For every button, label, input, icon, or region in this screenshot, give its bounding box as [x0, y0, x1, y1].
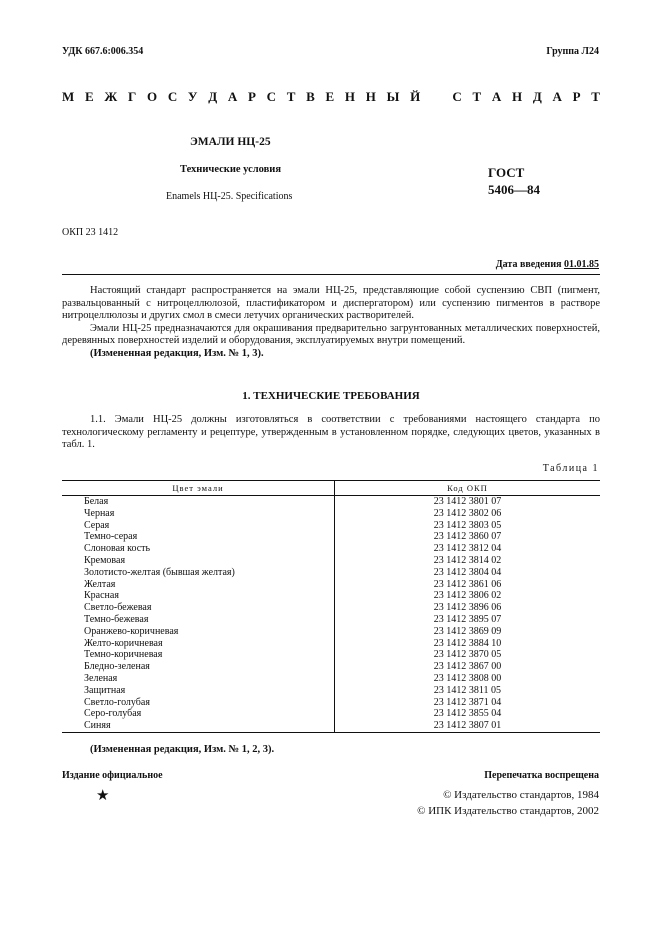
banner-letter: А	[552, 89, 562, 104]
table-row	[62, 673, 600, 685]
okp-code-cell: 23 1412 3808 00	[433, 672, 502, 684]
okp-code-cell: 23 1412 3802 06	[433, 507, 502, 519]
okp-code-cell: 23 1412 3896 06	[433, 602, 502, 614]
table-header-row	[62, 481, 600, 496]
section-text	[62, 414, 600, 452]
color-cell: Красная	[62, 590, 335, 602]
gost-block	[488, 164, 540, 198]
okp-code-cell: 23 1412 3806 02	[433, 590, 502, 602]
color-cell: Желто-коричневая	[62, 638, 335, 650]
reprint-prohibited: Перепечатка воспрещена	[484, 770, 599, 781]
table-row	[62, 626, 600, 638]
okp-code-cell: 23 1412 3803 05	[433, 519, 502, 531]
copyright-1984: © Издательство стандартов, 1984	[443, 789, 599, 801]
copyright-2002: © ИПК Издательство стандартов, 2002	[417, 805, 599, 817]
color-cell: Зеленая	[62, 673, 335, 685]
okp-code-cell: 23 1412 3812 04	[433, 543, 502, 555]
column-header-color: Цвет эмали	[62, 481, 335, 496]
star-icon: ★	[96, 788, 110, 804]
banner-letter: Р	[247, 89, 256, 104]
table-row	[62, 520, 600, 532]
color-cell: Темно-серая	[62, 531, 335, 543]
banner-letter: С	[452, 89, 462, 104]
table-row	[62, 638, 600, 650]
table-row	[62, 697, 600, 709]
okp-code-cell: 23 1412 3867 00	[433, 661, 502, 673]
table-row	[62, 685, 600, 697]
banner-letter: Ж	[104, 89, 118, 104]
table-row	[62, 508, 600, 520]
english-title: Enamels НЦ-25. Specifications	[166, 191, 293, 202]
color-cell: Бледно-зеленая	[62, 661, 335, 673]
table-row	[62, 720, 600, 732]
intro-paragraph-2: Эмали НЦ-25 предназначаются для окрашивания предварительно загрунтованных металлических поверхностей, деревянных поверхностей изделий и оборудования, эксплуатируемых внутри помещений.	[62, 322, 600, 347]
okp-code: ОКП 23 1412	[62, 227, 119, 238]
banner-letter: М	[62, 89, 75, 104]
color-cell: Слоновая кость	[62, 543, 335, 555]
table-row	[62, 543, 600, 555]
banner-letter: Н	[511, 89, 523, 104]
color-cell: Белая	[62, 496, 335, 508]
banner-letter: С	[266, 89, 277, 104]
intro-date-value: 01.01.85	[564, 259, 599, 270]
udk-code: УДК 667.6:006.354	[62, 46, 144, 57]
banner-letter: Н	[344, 89, 356, 104]
banner-letter: А	[491, 89, 502, 104]
official-edition: Издание официальное	[62, 770, 163, 781]
color-cell: Черная	[62, 508, 335, 520]
table-row	[62, 555, 600, 567]
clause-1-1: 1.1. Эмали НЦ-25 должны изготовляться в соответствии с требованиями настоящего стандарта по технологическому регламенту и рецептуре, утвержденным в установленном порядке, следующих цветов, указанных в табл. 1.	[62, 414, 600, 451]
color-cell: Синяя	[62, 720, 335, 732]
table-row	[62, 496, 600, 508]
okp-code-cell: 23 1412 3801 07	[433, 496, 502, 507]
banner-letter: Е	[325, 89, 335, 104]
copyright-block	[417, 787, 599, 819]
color-cell: Серо-голубая	[62, 708, 335, 720]
table-row	[62, 708, 600, 720]
color-cell: Светло-бежевая	[62, 602, 335, 614]
document-subtitle: Технические условия	[180, 164, 282, 175]
intro-date-label: Дата введения	[495, 259, 562, 270]
color-cell: Темно-бежевая	[62, 614, 335, 626]
banner-letter: В	[306, 89, 315, 104]
banner-letter: Е	[85, 89, 94, 104]
banner-letter: С	[167, 89, 178, 104]
okp-code-cell: 23 1412 3895 07	[433, 613, 502, 625]
table-row	[62, 567, 600, 579]
okp-code-cell: 23 1412 3855 04	[433, 708, 502, 720]
gost-label: ГОСТ	[488, 165, 525, 180]
okp-code-cell: 23 1412 3804 04	[433, 566, 502, 578]
color-cell: Кремовая	[62, 555, 335, 567]
header-divider	[62, 274, 600, 275]
banner-letter: Ы	[386, 89, 400, 104]
okp-code-cell: 23 1412 3870 05	[433, 649, 502, 661]
banner-letter: Т	[286, 89, 296, 104]
okp-code-cell: 23 1412 3811 05	[433, 684, 502, 696]
table-row	[62, 579, 600, 591]
okp-code-cell: 23 1412 3871 04	[433, 696, 502, 708]
table-caption: Таблица 1	[542, 463, 599, 474]
section-title: 1. ТЕХНИЧЕСКИЕ ТРЕБОВАНИЯ	[242, 390, 420, 402]
color-cell: Защитная	[62, 685, 335, 697]
group-code: Группа Л24	[546, 46, 599, 57]
color-cell: Оранжево-коричневая	[62, 626, 335, 638]
banner-letter: Г	[127, 89, 137, 104]
banner-letter: Р	[572, 89, 581, 104]
column-header-code: Код ОКП	[335, 481, 601, 496]
okp-code-cell: 23 1412 3814 02	[433, 554, 502, 566]
okp-code-cell: 23 1412 3807 01	[335, 720, 601, 732]
interstate-standard-banner	[62, 89, 600, 105]
banner-letter: Т	[472, 89, 482, 104]
colors-table	[62, 480, 600, 733]
banner-letter: Й	[410, 89, 421, 104]
intro-paragraph-1: Настоящий стандарт распространяется на эмали НЦ-25, представляющие собой суспензию СВП (пигмент, развальцованный с нитроцеллюлозой, пластификатором и диспергатором) или суспензию пигментов в растворе нитроцеллюлозы и других смол в смеси летучих органических растворителей.	[62, 285, 600, 322]
intro-text	[62, 285, 600, 361]
table-row	[62, 661, 600, 673]
color-cell: Серая	[62, 520, 335, 532]
intro-edit-note: (Измененная редакция, Изм. № 1, 3).	[90, 347, 264, 359]
banner-letter: Н	[365, 89, 376, 104]
table-row	[62, 649, 600, 661]
table-row	[62, 614, 600, 626]
banner-letter: Т	[591, 89, 600, 104]
color-cell: Темно-коричневая	[62, 649, 335, 661]
color-cell: Золотисто-желтая (бывшая желтая)	[62, 567, 335, 579]
intro-date	[496, 259, 599, 270]
color-cell: Светло-голубая	[62, 697, 335, 709]
table-row	[62, 602, 600, 614]
table-row	[62, 531, 600, 543]
banner-letter: У	[187, 89, 198, 104]
document-title: ЭМАЛИ НЦ-25	[190, 136, 271, 148]
color-cell: Желтая	[62, 579, 335, 591]
okp-code-cell: 23 1412 3861 06	[433, 578, 502, 590]
okp-code-cell: 23 1412 3860 07	[433, 531, 502, 543]
okp-code-cell: 23 1412 3869 09	[433, 625, 502, 637]
banner-letter: А	[227, 89, 238, 104]
table-row	[62, 590, 600, 602]
banner-letter: Д	[208, 89, 218, 104]
banner-letter: О	[146, 89, 158, 104]
table-edit-note: (Измененная редакция, Изм. № 1, 2, 3).	[90, 744, 275, 755]
banner-letter: Д	[532, 89, 542, 104]
gost-number: 5406—84	[488, 182, 540, 197]
okp-code-cell: 23 1412 3884 10	[433, 637, 502, 649]
